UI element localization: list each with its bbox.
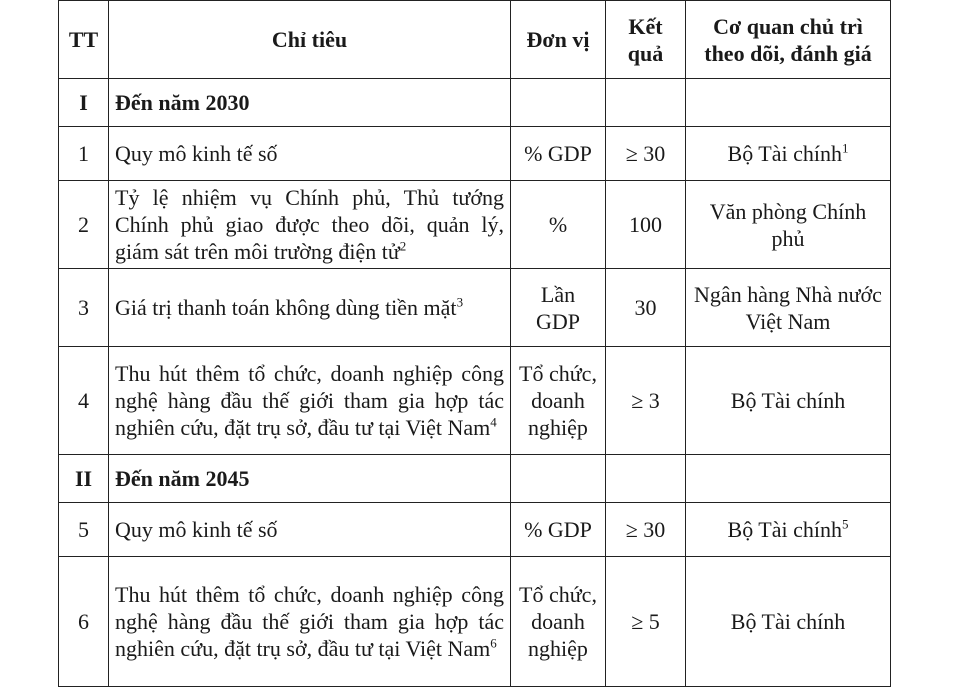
row-number: 6	[59, 557, 109, 687]
indicator-text: Tỷ lệ nhiệm vụ Chính phủ, Thủ tướng Chính phủ giao được theo dõi, quản lý, giám sát trên môi trường điện tử	[115, 185, 504, 264]
org-cell	[686, 557, 891, 687]
row-number: 1	[59, 127, 109, 181]
unit-cell: Lần GDP	[511, 269, 606, 347]
header-unit: Đơn vị	[511, 1, 606, 79]
empty-cell	[606, 455, 686, 503]
indicator-text: Thu hút thêm tổ chức, doanh nghiệp công nghệ hàng đầu thế giới tham gia hợp tác nghiên cứu, đặt trụ sở, đầu tư tại Việt Nam	[115, 361, 504, 440]
org-cell	[686, 181, 891, 269]
empty-cell	[686, 455, 891, 503]
indicator-cell	[109, 269, 511, 347]
indicator-text: Thu hút thêm tổ chức, doanh nghiệp công nghệ hàng đầu thế giới tham gia hợp tác nghiên cứu, đặt trụ sở, đầu tư tại Việt Nam	[115, 582, 504, 661]
table-row	[59, 347, 891, 455]
org-text: Văn phòng Chính phủ	[709, 198, 867, 251]
row-number: 4	[59, 347, 109, 455]
header-result: Kết quả	[606, 1, 686, 79]
indicator-text: Quy mô kinh tế số	[115, 141, 278, 166]
row-number: 2	[59, 181, 109, 269]
section-row	[59, 455, 891, 503]
unit-cell: % GDP	[511, 127, 606, 181]
row-number: 3	[59, 269, 109, 347]
empty-cell	[511, 455, 606, 503]
org-text: Ngân hàng Nhà nước Việt Nam	[694, 281, 882, 334]
indicator-cell	[109, 557, 511, 687]
org-text: Bộ Tài chính	[730, 609, 846, 634]
result-cell: ≥ 5	[606, 557, 686, 687]
section-title: Đến năm 2030	[109, 79, 511, 127]
empty-cell	[511, 79, 606, 127]
footnote-mark: 1	[841, 140, 849, 156]
row-number: 5	[59, 503, 109, 557]
result-cell: ≥ 30	[606, 127, 686, 181]
indicator-cell	[109, 181, 511, 269]
org-text: Bộ Tài chính	[727, 517, 842, 542]
empty-cell	[686, 79, 891, 127]
unit-cell: Tổ chức, doanh nghiệp	[511, 557, 606, 687]
footnote-mark: 6	[490, 635, 497, 651]
org-cell	[686, 269, 891, 347]
targets-table	[58, 0, 891, 687]
section-title: Đến năm 2045	[109, 455, 511, 503]
unit-cell: %	[511, 181, 606, 269]
section-row	[59, 79, 891, 127]
org-text: Bộ Tài chính	[727, 141, 842, 166]
unit-cell: % GDP	[511, 503, 606, 557]
header-name: Chỉ tiêu	[109, 1, 511, 79]
footnote-mark: 3	[456, 294, 464, 310]
indicator-text: Giá trị thanh toán không dùng tiền mặt	[115, 295, 457, 320]
footnote-mark: 2	[399, 238, 407, 254]
indicator-cell	[109, 127, 511, 181]
empty-cell	[606, 79, 686, 127]
indicator-cell	[109, 503, 511, 557]
org-text: Bộ Tài chính	[730, 388, 846, 413]
unit-cell: Tổ chức, doanh nghiệp	[511, 347, 606, 455]
result-cell: 100	[606, 181, 686, 269]
table-header-row	[59, 1, 891, 79]
table-row	[59, 503, 891, 557]
table-row	[59, 557, 891, 687]
table-row	[59, 269, 891, 347]
footnote-mark: 5	[841, 516, 849, 532]
org-cell	[686, 127, 891, 181]
result-cell: ≥ 3	[606, 347, 686, 455]
footnote-mark: 4	[490, 414, 497, 430]
section-number: I	[59, 79, 109, 127]
section-number: II	[59, 455, 109, 503]
header-org: Cơ quan chủ trì theo dõi, đánh giá	[686, 1, 891, 79]
result-cell: 30	[606, 269, 686, 347]
org-cell	[686, 347, 891, 455]
org-cell	[686, 503, 891, 557]
indicator-text: Quy mô kinh tế số	[115, 517, 278, 542]
table-row	[59, 127, 891, 181]
header-tt: TT	[59, 1, 109, 79]
result-cell: ≥ 30	[606, 503, 686, 557]
table-row	[59, 181, 891, 269]
indicator-cell	[109, 347, 511, 455]
